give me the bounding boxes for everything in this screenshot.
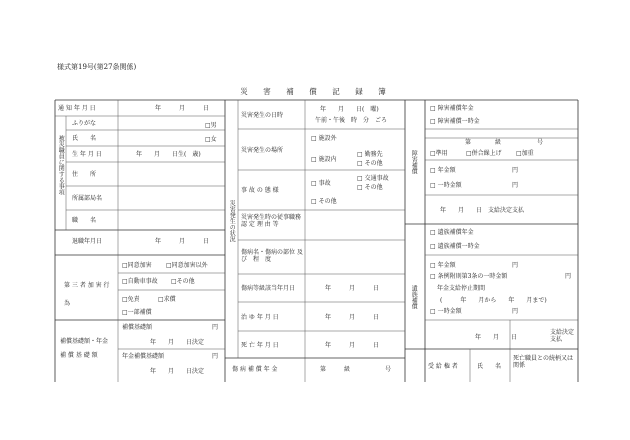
heal-date-value: 年 月 日	[325, 314, 380, 321]
name-label: 氏 名	[72, 135, 97, 142]
sur-lump2-yen: 円	[512, 308, 519, 315]
survivor-label: 遺族補償	[410, 285, 418, 309]
injury-grade-number: 号	[385, 366, 392, 373]
tp-consent[interactable]: □同意加害	[122, 262, 152, 269]
dis-annual[interactable]: □ 年金額	[430, 167, 456, 174]
grade-date-label: 傷病等級該当年月日	[241, 285, 296, 292]
place-other[interactable]: □ その他	[357, 160, 383, 167]
sur-pension[interactable]: □ 遺族補償年金	[430, 229, 474, 236]
sur-special-yen: 円	[565, 273, 572, 280]
grade-apply[interactable]: □準用	[430, 150, 448, 157]
yen-2: 円	[212, 353, 219, 360]
base-amount-label: 補償基礎額	[122, 324, 153, 331]
occ-date: 年 月 日( 曜)	[320, 106, 379, 113]
grade-date-value: 年 月 日	[325, 285, 380, 292]
male-checkbox[interactable]: □男	[205, 122, 217, 129]
death-date-label: 死 亡 年 月 日	[241, 342, 279, 349]
cert-label: 災害発生時の従事職務 認 定 理 由 等	[241, 214, 302, 228]
dis-lumpsum-yen: 円	[512, 182, 519, 189]
dis-grade: 第 級 号	[465, 139, 544, 146]
retire-label: 退職年月日	[72, 238, 103, 245]
sur-lump[interactable]: □ 遺族補償一時金	[430, 243, 480, 250]
recipient-name: 氏 名	[477, 363, 502, 370]
grade-add[interactable]: □加重	[516, 150, 534, 157]
sur-lump2[interactable]: □ 一時金額	[430, 308, 462, 315]
notice-date-value: 年 月 日	[155, 105, 210, 112]
retire-value: 年 月 日	[155, 238, 210, 245]
place-inside[interactable]: □ 施設内	[311, 156, 337, 163]
job-label: 職 名	[72, 217, 97, 224]
dis-pension[interactable]: □ 障害補償年金	[430, 105, 474, 112]
occ-place-label: 災害発生の場所	[241, 147, 284, 154]
sur-special[interactable]: □ 条例附則第3条の一時金額	[430, 273, 508, 280]
recipient-label: 受 給 権 者	[428, 363, 458, 370]
furigana-label: ふりがな	[72, 120, 97, 127]
decided-2: 年 月 日決定	[150, 368, 205, 375]
female-checkbox[interactable]: □女	[205, 136, 217, 143]
suspend-period: ( 年 月から 年 月まで)	[440, 297, 547, 304]
decided-1: 年 月 日決定	[150, 339, 205, 346]
place-workplace[interactable]: □ 勤務先	[357, 151, 383, 158]
tp-other[interactable]: □その他	[171, 278, 195, 285]
pension-base-label: 年金補償基礎額	[122, 353, 165, 360]
injury-grade: 第 級	[320, 366, 351, 373]
third-party-label: 第 三 者 加 害 行 為	[64, 282, 122, 307]
form-number: 様式第19号(第27条関係)	[57, 63, 137, 71]
sur-paid-label: 支給決定支払	[550, 329, 575, 343]
tp-partial[interactable]: □一部補償	[122, 309, 152, 316]
tp-claim[interactable]: □求償	[158, 296, 176, 303]
death-date-value: 年 月 日	[325, 342, 380, 349]
accident-sub-other[interactable]: □ その他	[357, 184, 383, 191]
occ-time: 午前・午後 時 分 ごろ	[315, 117, 388, 124]
tp-car[interactable]: □自動車事故	[122, 278, 158, 285]
dis-lump[interactable]: □ 障害補償一時金	[430, 118, 480, 125]
tp-non-consent[interactable]: □同意加害以外	[166, 262, 208, 269]
dis-annual-yen: 円	[512, 167, 519, 174]
grade-combine[interactable]: □併合繰上げ	[466, 150, 502, 157]
dis-paid: 年 月 日 支給決定支払	[440, 207, 525, 214]
yen-1: 円	[212, 324, 219, 331]
place-outside[interactable]: □ 施設外	[311, 135, 337, 142]
occ-datetime-label: 災害発生の日時	[241, 112, 284, 119]
situation-group-label: 災害発生の状況	[228, 200, 236, 242]
dis-lumpsum[interactable]: □ 一時金額	[430, 182, 462, 189]
sur-paid-date: 年 月 日	[475, 334, 518, 341]
birth-label: 生 年 月 日	[72, 151, 102, 158]
heal-date-label: 治 ゆ 年 月 日	[241, 314, 279, 321]
accident-other[interactable]: □ その他	[311, 198, 337, 205]
disability-label: 障害補償	[410, 150, 418, 174]
notice-date-label: 通 知 年 月 日	[58, 105, 96, 112]
traffic-accident[interactable]: □ 交通事故	[357, 175, 389, 182]
address-label: 住 所	[72, 171, 97, 178]
accident-opt[interactable]: □ 事故	[311, 180, 331, 187]
base-label: 補償基礎額・年金 補 償 基 礎 額	[60, 338, 109, 359]
tp-exempt[interactable]: □免責	[122, 296, 140, 303]
injury-pension-label: 傷 病 補 償 年 金	[232, 366, 278, 373]
form-title: 災 害 補 償 記 録 簿	[240, 87, 390, 96]
suspend-label: 年金支給停止期間	[437, 285, 486, 292]
birth-value: 年 月 日生( 歳)	[136, 151, 201, 158]
sur-annual[interactable]: □ 年金額	[430, 262, 456, 269]
injury-label: 傷病名・傷病の部位 及 び 程 度	[241, 249, 309, 263]
sur-annual-yen: 円	[512, 262, 519, 269]
employee-group-label: 被災職員に関する事項	[57, 135, 65, 195]
dept-label: 所属部局名	[72, 195, 103, 202]
relation-label: 死亡職員との続柄又は関係	[513, 355, 574, 369]
accident-label: 事 故 の 態 様	[241, 187, 279, 194]
